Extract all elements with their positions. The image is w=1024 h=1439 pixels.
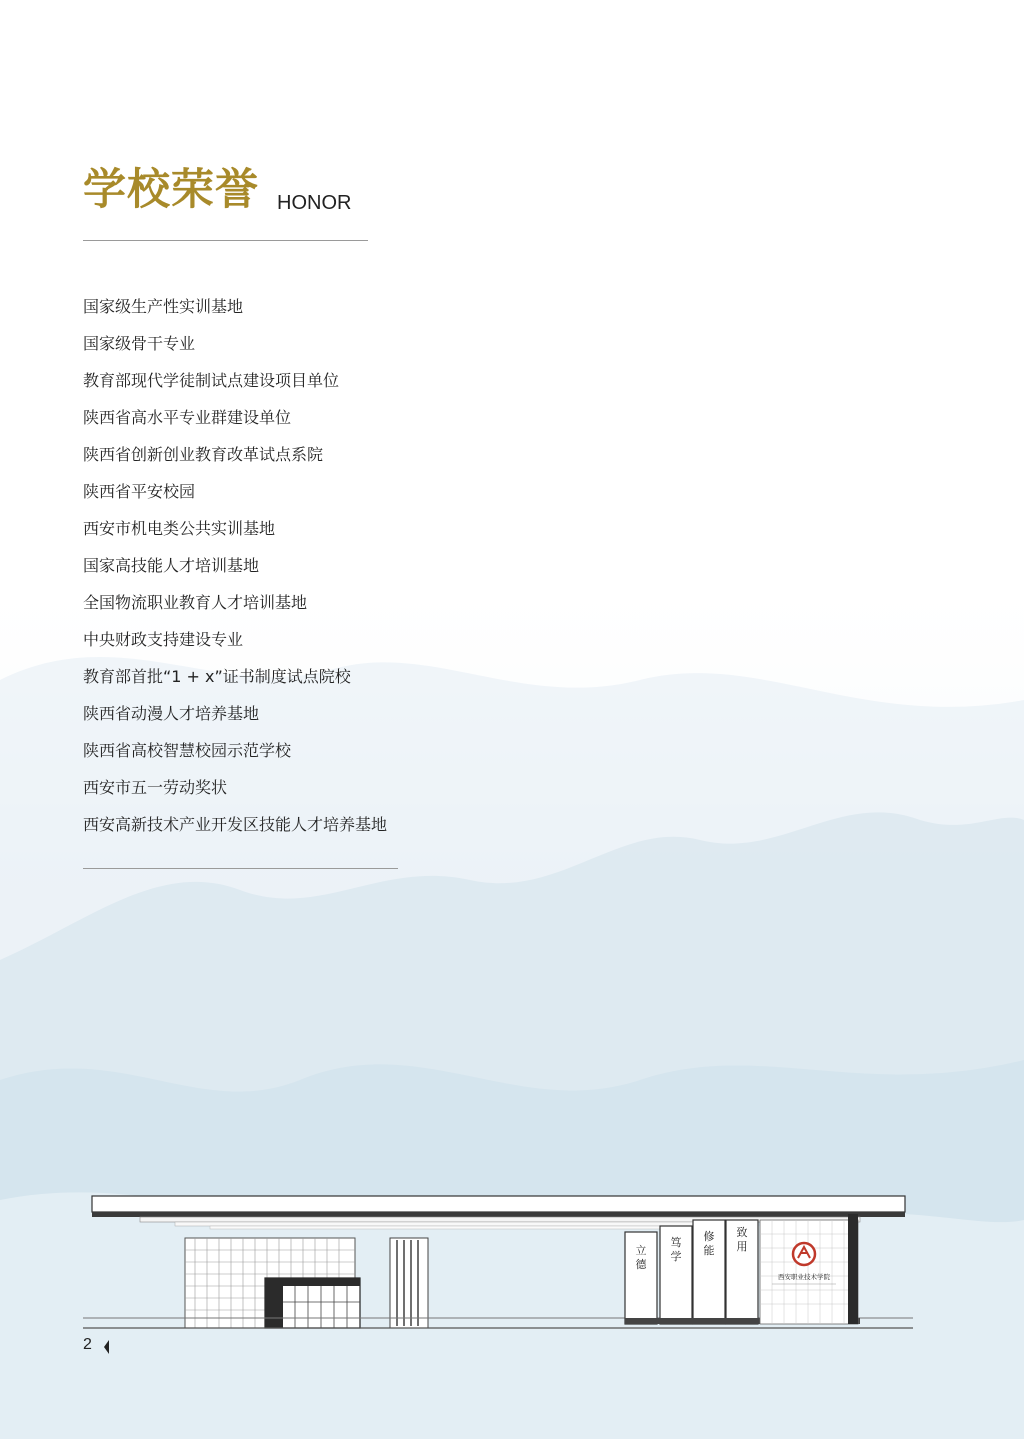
school-name-sign: 西安职业技术学院 [778, 1273, 830, 1281]
title-divider [83, 240, 368, 241]
list-item: 国家级生产性实训基地 [83, 297, 244, 316]
list-item: 西安高新技术产业开发区技能人才培养基地 [83, 815, 388, 834]
gate-panel-motto-4: 致用 [736, 1226, 748, 1253]
gate-panel-motto-3: 修能 [703, 1230, 715, 1257]
section-title-english: HONOR [277, 192, 352, 214]
list-item: 教育部现代学徒制试点建设项目单位 [83, 371, 340, 390]
list-item: 西安市机电类公共实训基地 [83, 519, 276, 538]
list-item: 西安市五一劳动奖状 [83, 778, 228, 797]
list-item: 陕西省高校智慧校园示范学校 [83, 741, 292, 760]
page-number: 2 [83, 1336, 92, 1353]
list-item: 陕西省高水平专业群建设单位 [83, 408, 292, 427]
section-title: 学校荣誉 [83, 165, 259, 215]
page-arrow-icon [103, 1339, 111, 1355]
list-item: 国家级骨干专业 [83, 334, 196, 353]
list-item: 陕西省动漫人才培养基地 [83, 704, 260, 723]
list-item: 教育部首批“1 + x”证书制度试点院校 [83, 667, 351, 686]
list-item: 国家高技能人才培训基地 [83, 556, 260, 575]
list-item: 陕西省平安校园 [83, 482, 196, 501]
school-gate-illustration [80, 1190, 920, 1340]
list-item: 陕西省创新创业教育改革试点系院 [83, 445, 324, 464]
list-item: 中央财政支持建设专业 [83, 630, 244, 649]
gate-panel-motto-1: 立德 [635, 1244, 647, 1271]
list-item: 全国物流职业教育人才培训基地 [83, 593, 308, 612]
gate-panel-motto-2: 笃学 [670, 1236, 682, 1263]
list-divider [83, 868, 398, 869]
honors-list [83, 288, 387, 843]
page-header [83, 160, 351, 220]
